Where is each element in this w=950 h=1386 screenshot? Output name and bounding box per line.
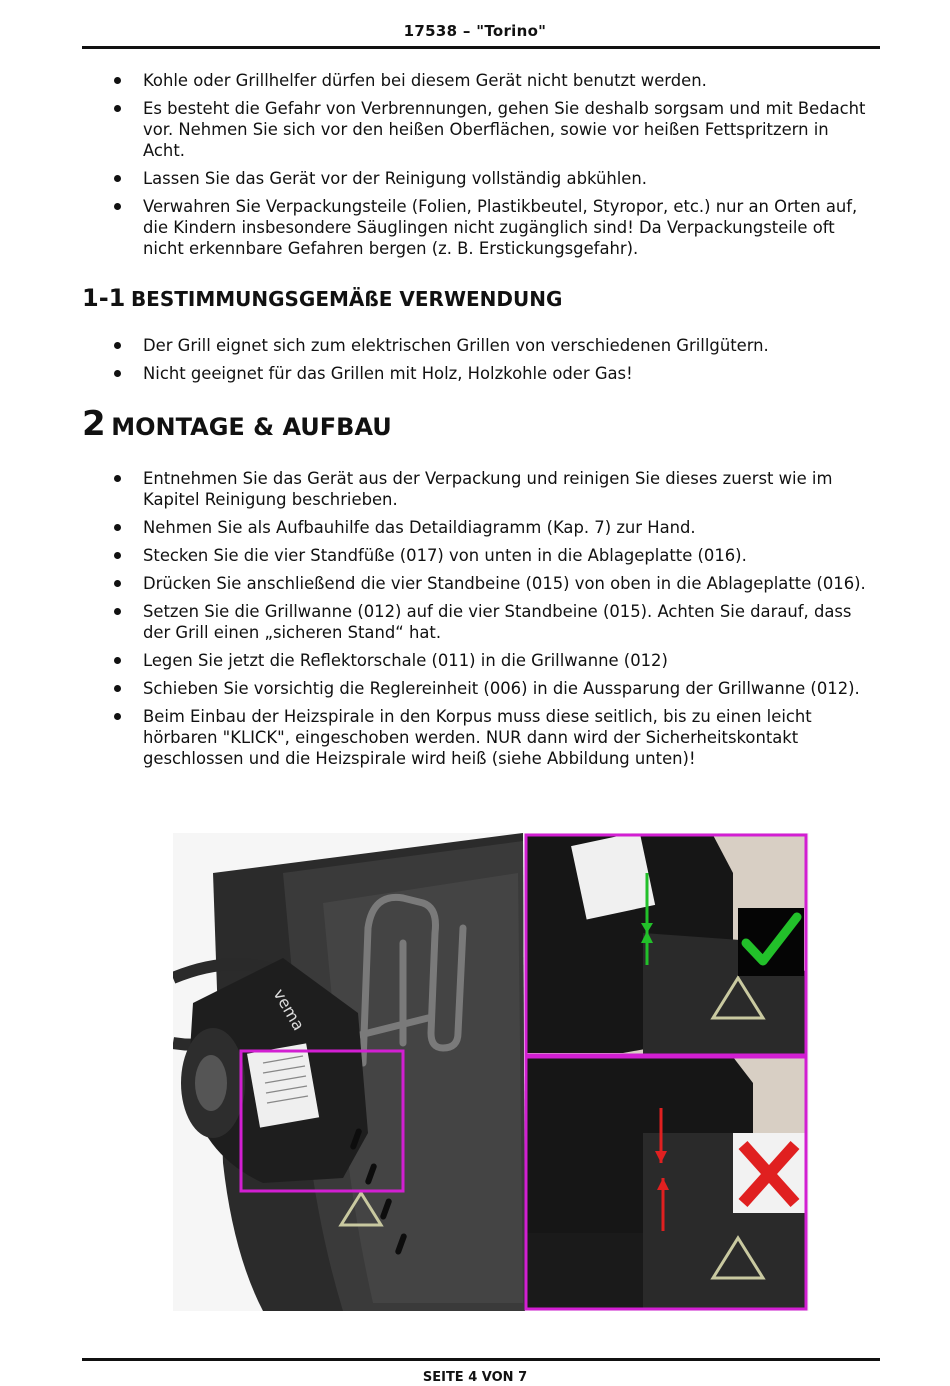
cross-icon <box>733 1133 805 1213</box>
assembly-bullet-list <box>112 468 872 776</box>
document-header-title: 17538 – "Torino" <box>403 22 547 40</box>
list-item: Lassen Sie das Gerät vor der Reinigung vollständig abkühlen. <box>112 168 872 189</box>
list-item: Drücken Sie anschließend die vier Standbeine (015) von oben in die Ablageplatte (016). <box>112 573 872 594</box>
heating-coil-installation-photo <box>173 833 809 1311</box>
page-number: SEITE 4 VON 7 <box>422 1370 528 1385</box>
list-item: Legen Sie jetzt die Reflektorschale (011) in die Grillwanne (012) <box>112 650 872 671</box>
list-item: Stecken Sie die vier Standfüße (017) von unten in die Ablageplatte (016). <box>112 545 872 566</box>
list-item: Nehmen Sie als Aufbauhilfe das Detaildiagramm (Kap. 7) zur Hand. <box>112 517 872 538</box>
footer-rule <box>82 1358 880 1361</box>
list-item: Setzen Sie die Grillwanne (012) auf die vier Standbeine (015). Achten Sie darauf, dass der Grill einen „sicheren Stand“ hat. <box>112 601 872 643</box>
usage-bullet-list <box>112 335 872 391</box>
header-rule <box>82 46 880 49</box>
section-number: 1-1 <box>82 284 126 312</box>
list-item: Beim Einbau der Heizspirale in den Korpus muss diese seitlich, bis zu einen leicht hörbaren "KLICK", eingeschoben werden. NUR dann wird der Sicherheitskontakt geschlossen und die Heizspirale wird heiß (siehe Abbildung unten)! <box>112 706 872 769</box>
list-item: Nicht geeignet für das Grillen mit Holz, Holzkohle oder Gas! <box>112 363 872 384</box>
section-number: 2 <box>82 404 106 444</box>
inset-wrong <box>526 1057 806 1309</box>
section-heading-2 <box>82 404 392 444</box>
list-item: Es besteht die Gefahr von Verbrennungen, gehen Sie deshalb sorgsam und mit Bedacht vor. Nehmen Sie sich vor den heißen Oberflächen, sowie vor heißen Fettspritzern in Acht. <box>112 98 872 161</box>
section-title: BESTIMMUNGSGEMÄßE VERWENDUNG <box>130 287 563 311</box>
section-title: MONTAGE & AUFBAU <box>111 413 392 441</box>
inset-correct <box>526 833 806 1055</box>
svg-text:vema: vema <box>269 985 309 1034</box>
list-item: Verwahren Sie Verpackungsteile (Folien, Plastikbeutel, Styropor, etc.) nur an Orten auf, die Kindern insbesondere Säuglingen nicht zugänglich sind! Da Verpackungsteile oft nicht erkennbare Gefahren bergen (z. B. Erstickungsgefahr). <box>112 196 872 259</box>
list-item: Kohle oder Grillhelfer dürfen bei diesem Gerät nicht benutzt werden. <box>112 70 872 91</box>
list-item: Entnehmen Sie das Gerät aus der Verpackung und reinigen Sie dieses zuerst wie im Kapitel Reinigung beschrieben. <box>112 468 872 510</box>
section-heading-1-1 <box>82 284 562 312</box>
safety-bullet-list <box>112 70 872 266</box>
list-item: Schieben Sie vorsichtig die Reglereinheit (006) in die Aussparung der Grillwanne (012). <box>112 678 872 699</box>
list-item: Der Grill eignet sich zum elektrischen Grillen von verschiedenen Grillgütern. <box>112 335 872 356</box>
